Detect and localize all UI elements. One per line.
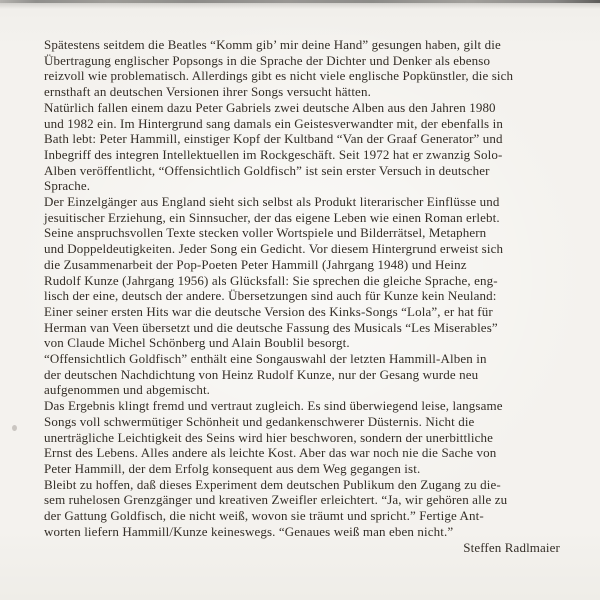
text-line: Ernst des Lebens. Alles andere als leichte Kost. Aber das war noch nie die Sache von xyxy=(44,445,497,461)
liner-notes-text xyxy=(44,37,561,555)
text-line: ernsthaft an deutschen Versionen ihrer Songs versucht hätten. xyxy=(44,84,371,100)
text-line: Spätestens seitdem die Beatles “Komm gib’ mir deine Hand” gesungen haben, gilt die xyxy=(44,37,501,52)
text-line: Bleibt zu hoffen, daß dieses Experiment dem deutschen Publikum den Zugang zu die- xyxy=(44,476,501,492)
text-line: die Zusammenarbeit der Pop-Poeten Peter Hammill (Jahrgang 1948) und Heinz xyxy=(44,256,467,272)
text-line: von Claude Michel Schönberg und Alain Boublil besorgt. xyxy=(44,335,350,351)
page-top-edge-fade xyxy=(0,3,600,9)
text-line: Der Einzelgänger aus England sieht sich selbst als Produkt literarischer Einflüsse und xyxy=(44,194,500,210)
text-line: reizvoll wie problematisch. Allerdings gibt es nicht viele englische Popkünstler, die sich xyxy=(44,68,514,84)
text-line: der deutschen Nachdichtung von Heinz Rudolf Kunze, nur der Gesang wurde neu xyxy=(44,366,479,382)
paper-speck xyxy=(12,425,17,431)
text-line: der Gattung Goldfisch, die nicht weiß, wovon sie träumt und spricht.” Fertige Ant- xyxy=(44,508,484,524)
text-line: und Doppeldeutigkeiten. Jeder Song ein Gedicht. Vor diesem Hintergrund erweist sich xyxy=(44,241,504,257)
text-line: aufgenommen und abgemischt. xyxy=(44,382,211,398)
text-line: Herman van Veen übersetzt und die deutsche Fassung des Musicals “Les Miserables” xyxy=(44,319,498,335)
text-line: Bath lebt: Peter Hammill, einstiger Kopf der Kultband “Van der Graaf Generator” und xyxy=(44,131,503,147)
text-line: sem ruhelosen Grenzgänger und kreativen Zweifler erleichtert. “Ja, wir gehören alle zu xyxy=(44,492,508,508)
text-line: und 1982 ein. Im Hintergrund sang damals ein Geistesverwandter mit, der ebenfalls in xyxy=(44,115,503,131)
author-signature: Steffen Radlmaier xyxy=(463,539,560,555)
text-line: Das Ergebnis klingt fremd und vertraut zugleich. Es sind überwiegend leise, langsame xyxy=(44,398,503,414)
text-line: Übertragung englischer Popsongs in die Sprache der Dichter und Denker als ebenso xyxy=(44,52,491,68)
text-line: Peter Hammill, der dem Erfolg konsequent aus dem Weg gegangen ist. xyxy=(44,460,421,476)
text-line: worten liefern Hammill/Kunze keineswegs. “Genaues weiß man eben nicht.” xyxy=(44,523,454,539)
text-line: Einer seiner ersten Hits war die deutsche Version des Kinks-Songs “Lola”, er hat für xyxy=(44,303,493,319)
text-line: Seine anspruchsvollen Texte stecken voller Wortspiele und Bilderrätsel, Metaphern xyxy=(44,225,487,241)
text-line: Songs voll schwermütiger Schönheit und gedankenschwerer Düsternis. Nicht die xyxy=(44,413,475,429)
text-line: lisch der eine, deutsch der andere. Übersetzungen sind auch für Kunze kein Neuland: xyxy=(44,288,497,304)
text-line: Sprache. xyxy=(44,178,91,194)
text-line: Inbegriff des integren Intellektuellen im Rockgeschäft. Seit 1972 hat er zwanzig Solo- xyxy=(44,146,503,162)
text-line: unerträgliche Leichtigkeit des Seins wird hier beschworen, sondern der unerbittliche xyxy=(44,429,494,445)
text-line: Alben veröffentlicht, “Offensichtlich Goldfisch” ist sein erster Versuch in deutscher xyxy=(44,162,490,178)
text-line: “Offensichtlich Goldfisch” enthält eine Songauswahl der letzten Hammill-Alben in xyxy=(44,351,487,367)
text-line: Natürlich fallen einem dazu Peter Gabriels zwei deutsche Alben aus den Jahren 1980 xyxy=(44,99,496,115)
text-line: jesuitischer Erziehung, ein Sinnsucher, der das eigene Leben wie einen Roman erlebt. xyxy=(44,209,500,225)
text-line: Rudolf Kunze (Jahrgang 1956) als Glücksfall: Sie sprechen die gleiche Sprache, eng- xyxy=(44,272,498,288)
